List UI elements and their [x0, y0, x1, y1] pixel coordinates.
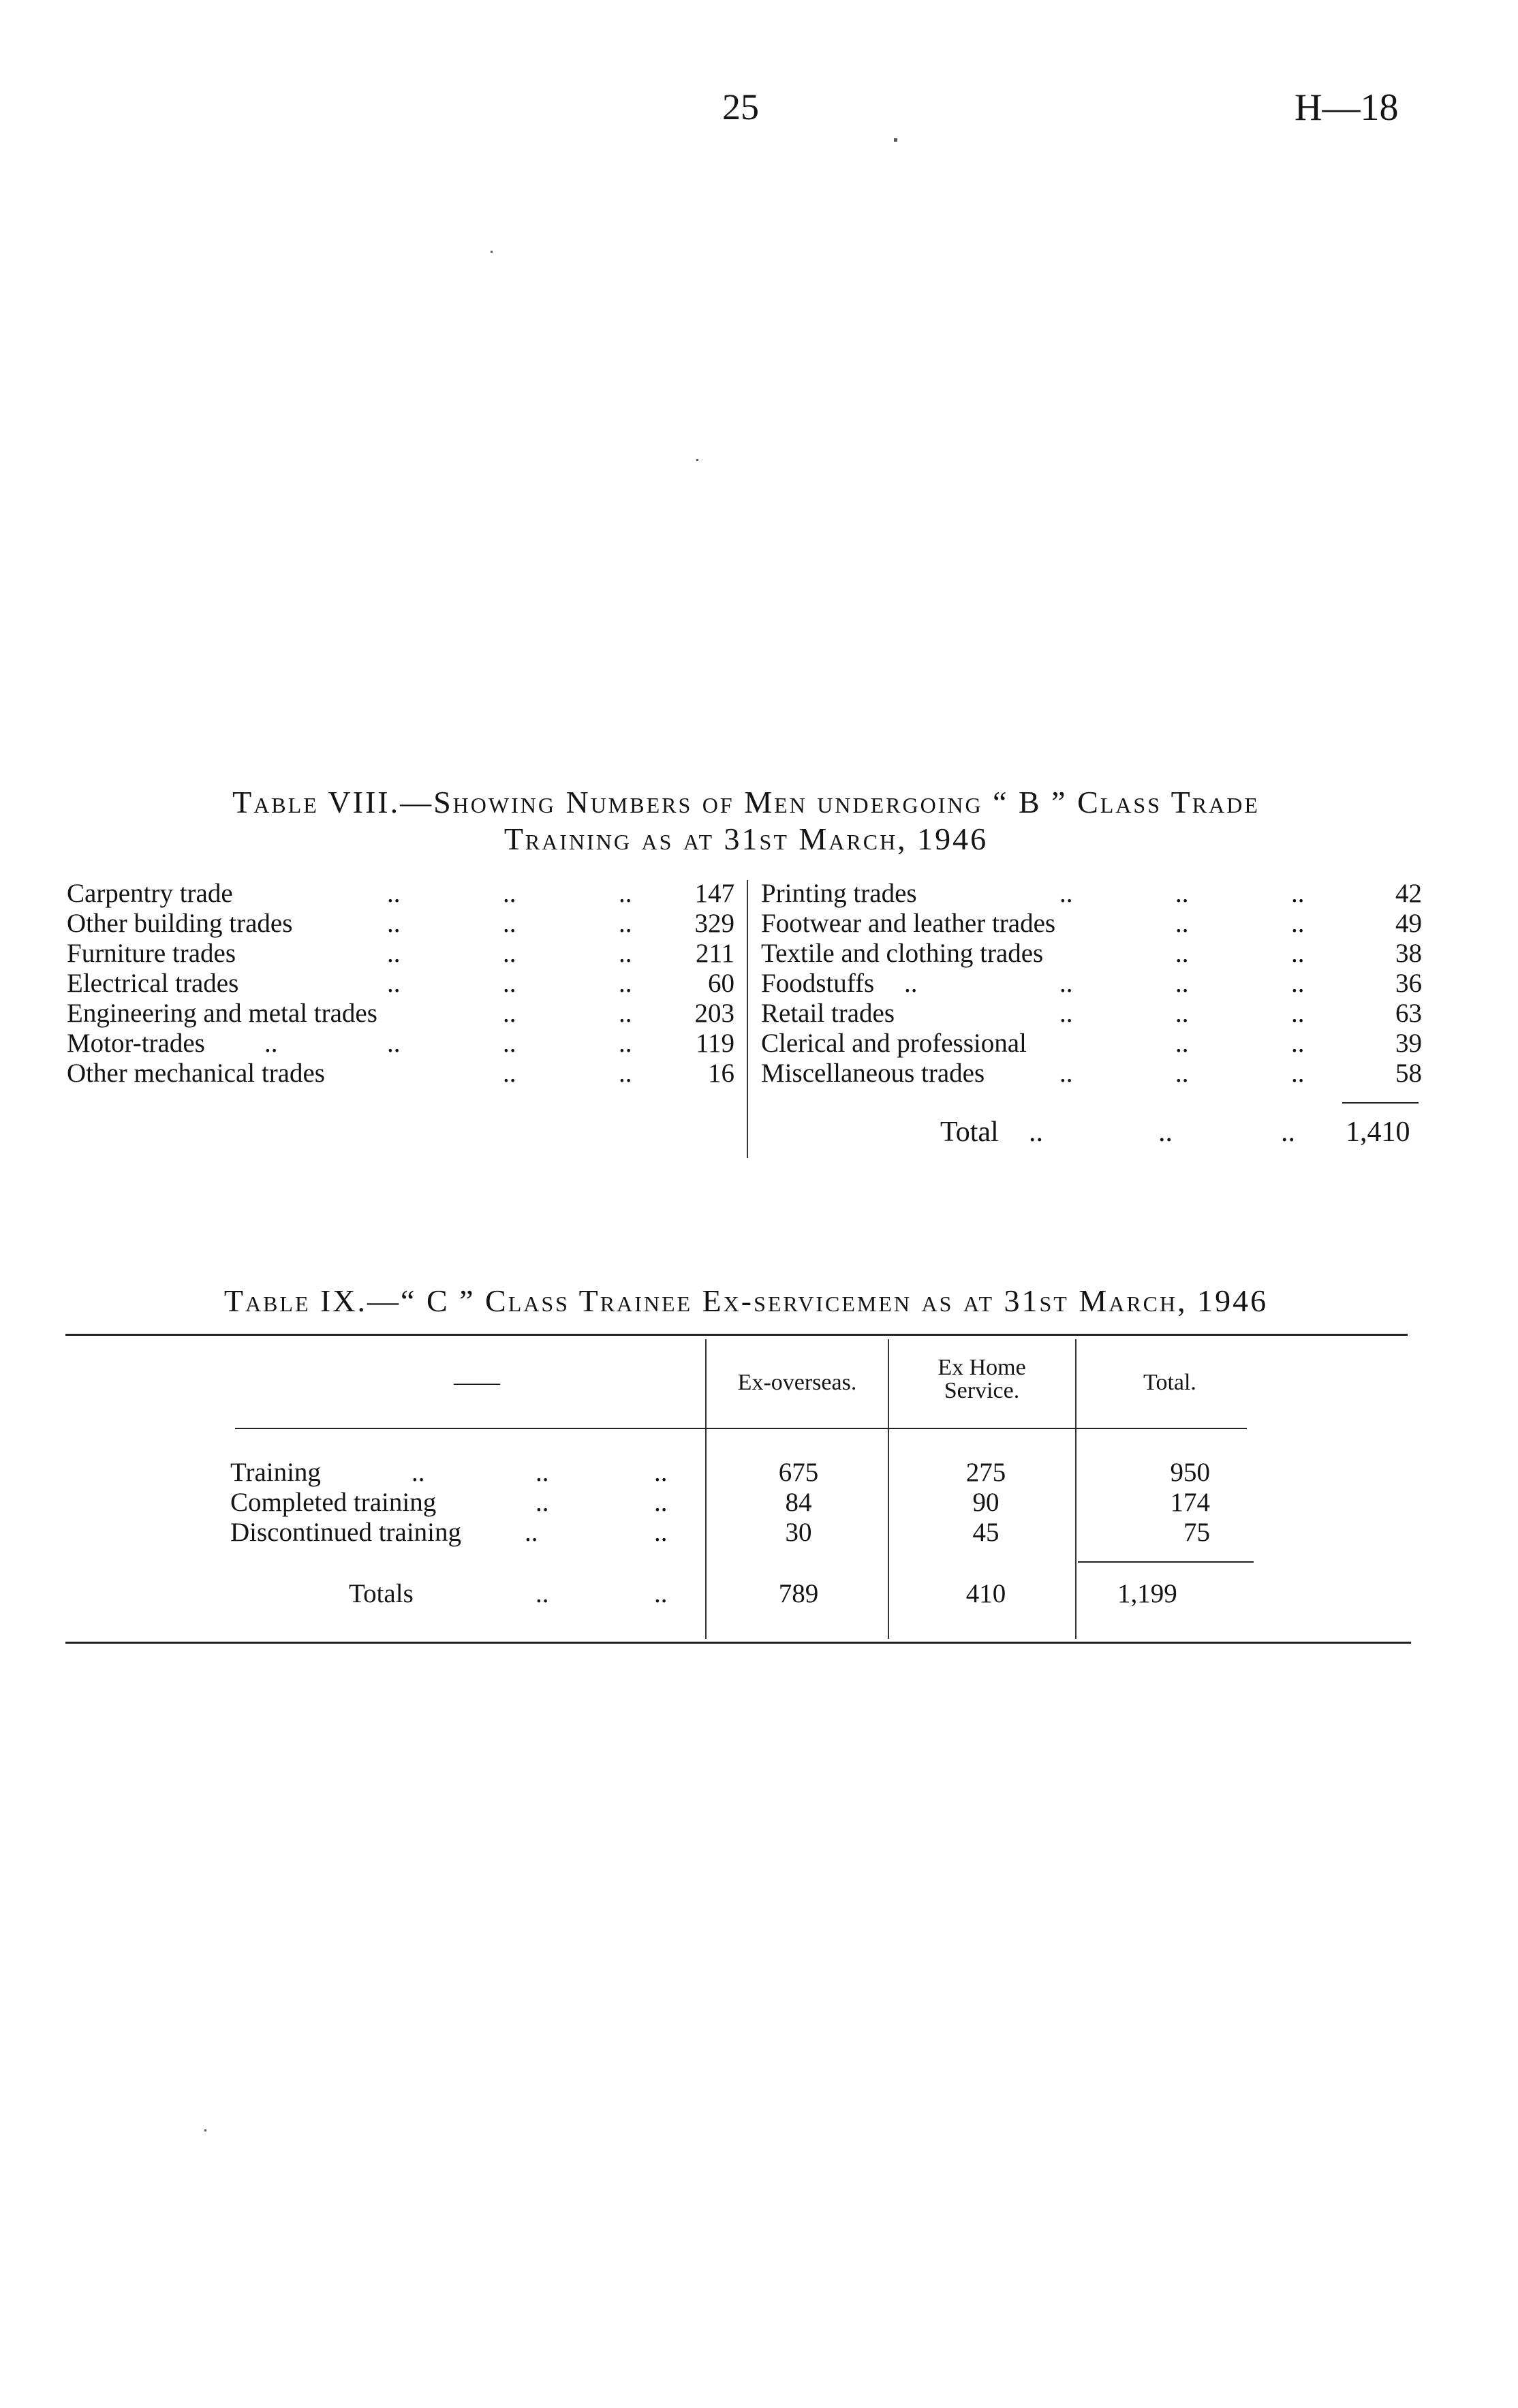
page-number: 25: [722, 87, 759, 127]
row-label: Foodstuffs: [761, 969, 875, 998]
scan-speck: [696, 459, 698, 461]
table8-column-divider: [747, 880, 748, 1158]
table9-column-rule: [1075, 1339, 1076, 1639]
table8-right-column: [761, 879, 1422, 1089]
table8-row: [761, 1029, 1422, 1059]
table8-row: [761, 1059, 1422, 1089]
table8-row: [761, 969, 1422, 999]
leader-dots: ..: [1175, 879, 1189, 908]
table8-title-text: Showing Numbers of Men undergoing “ B ” Class Trade: [433, 785, 1260, 819]
table9-cell-overseas: 30: [785, 1518, 812, 1547]
row-label: Retail trades: [761, 999, 895, 1028]
leader-dots: ..: [536, 1488, 549, 1517]
leader-dots: ..: [412, 1458, 425, 1487]
leader-dots: ..: [1291, 1059, 1305, 1088]
leader-dots: ..: [1059, 969, 1073, 998]
row-value: 211: [695, 939, 734, 968]
table9-header-overseas: Ex-overseas.: [737, 1370, 857, 1395]
row-value: 147: [694, 879, 734, 908]
leader-dots: ..: [536, 1458, 549, 1487]
table9-cell-overseas: 675: [778, 1458, 819, 1487]
leader-dots: ..: [654, 1488, 668, 1517]
table9-bottom-rule: [65, 1642, 1411, 1644]
leader-dots: ..: [1175, 1029, 1189, 1058]
leader-dots: ..: [619, 909, 632, 938]
row-value: 42: [1395, 879, 1422, 908]
row-label: Other mechanical trades: [67, 1059, 325, 1088]
row-value: 203: [694, 999, 734, 1028]
row-label: Textile and clothing trades: [761, 939, 1044, 968]
leader-dots: ..: [1291, 969, 1305, 998]
table9-header-home-line2: Service.: [944, 1378, 1020, 1403]
row-value: 329: [694, 909, 734, 938]
leader-dots: ..: [654, 1579, 668, 1608]
leader-dots: ..: [503, 909, 516, 938]
table8-total-value: 1,410: [1346, 1116, 1410, 1148]
leader-dots: ..: [525, 1518, 538, 1547]
row-label: Printing trades: [761, 879, 917, 908]
table9-totals-home: 410: [965, 1579, 1006, 1608]
leader-dots: ..: [619, 879, 632, 908]
leader-dots: ..: [503, 939, 516, 968]
row-label: Miscellaneous trades: [761, 1059, 985, 1088]
leader-dots: ..: [387, 939, 401, 968]
leader-dots: ..: [654, 1458, 668, 1487]
table9-header-total: Total.: [1143, 1370, 1196, 1395]
leader-dots: ..: [619, 999, 632, 1028]
leader-dots: ..: [1029, 1116, 1043, 1148]
scan-speck: [491, 251, 493, 253]
leader-dots: ..: [619, 939, 632, 968]
table9-column-rule: [705, 1339, 707, 1639]
table8-total-rule: [1342, 1102, 1419, 1104]
leader-dots: ..: [1281, 1116, 1295, 1148]
row-label: Carpentry trade: [67, 879, 233, 908]
leader-dots: ..: [619, 1029, 632, 1058]
scan-speck: [204, 2129, 206, 2131]
leader-dots: ..: [503, 969, 516, 998]
leader-dots: ..: [1291, 999, 1305, 1028]
leader-dots: ..: [1059, 999, 1073, 1028]
leader-dots: ..: [1158, 1116, 1173, 1148]
leader-dots: ..: [619, 1059, 632, 1088]
row-label: Other building trades: [67, 909, 293, 938]
table8-row: [761, 999, 1422, 1029]
table9-cell-home: 90: [972, 1488, 1000, 1517]
scan-speck: [894, 138, 897, 142]
row-label: Footwear and leather trades: [761, 909, 1056, 938]
leader-dots: ..: [904, 969, 918, 998]
leader-dots: ..: [1059, 1059, 1073, 1088]
leader-dots: ..: [387, 969, 401, 998]
table8-row: [761, 879, 1422, 909]
leader-dots: ..: [503, 1059, 516, 1088]
table8-title-prefix: Table VIII.—: [232, 785, 434, 819]
row-value: 58: [1395, 1059, 1422, 1088]
table8-row: [67, 999, 734, 1029]
table9-row-label: Training: [230, 1458, 321, 1487]
table8-row: [761, 909, 1422, 939]
leader-dots: ..: [1059, 879, 1073, 908]
leader-dots: ..: [1291, 909, 1305, 938]
leader-dots: ..: [387, 1029, 401, 1058]
table9-totals-total: 1,199: [1117, 1579, 1177, 1608]
row-value: 38: [1395, 939, 1422, 968]
table9-row-label: Discontinued training: [230, 1518, 462, 1547]
row-label: Motor-trades: [67, 1029, 205, 1058]
row-value: 119: [695, 1029, 734, 1058]
table8-row: [67, 879, 734, 909]
leader-dots: ..: [387, 879, 401, 908]
table9-row-label: Completed training: [230, 1488, 437, 1517]
table9-totals-overseas: 789: [778, 1579, 819, 1608]
leader-dots: ..: [1175, 969, 1189, 998]
leader-dots: ..: [1175, 1059, 1189, 1088]
table9-cell-total: 75: [1183, 1518, 1210, 1547]
leader-dots: ..: [1291, 879, 1305, 908]
table8-total-label: Total: [940, 1116, 999, 1148]
row-value: 49: [1395, 909, 1422, 938]
table8-row: [67, 1029, 734, 1059]
row-label: Furniture trades: [67, 939, 236, 968]
leader-dots: ..: [1175, 939, 1189, 968]
table9-cell-overseas: 84: [785, 1488, 812, 1517]
document-reference: H—18: [1295, 87, 1399, 129]
leader-dots: ..: [619, 969, 632, 998]
table9-cell-home: 45: [972, 1518, 1000, 1547]
row-label: Engineering and metal trades: [67, 999, 377, 1028]
leader-dots: ..: [1291, 1029, 1305, 1058]
table8-row: [67, 909, 734, 939]
table9-header-blank: ——: [454, 1370, 500, 1395]
table9-top-rule: [65, 1334, 1408, 1336]
leader-dots: ..: [264, 1029, 278, 1058]
table9-title: Table IX.—“ C ” Class Trainee Ex-servicemen as at 31st March, 1946: [223, 1283, 1269, 1318]
table9-cell-home: 275: [965, 1458, 1006, 1487]
row-label: Clerical and professional: [761, 1029, 1027, 1058]
leader-dots: ..: [503, 879, 516, 908]
table9-header-home-line1: Ex Home: [938, 1355, 1026, 1380]
table8-row: [67, 1059, 734, 1089]
leader-dots: ..: [536, 1579, 549, 1608]
row-value: 36: [1395, 969, 1422, 998]
table8-row: [761, 939, 1422, 969]
leader-dots: ..: [503, 1029, 516, 1058]
table9-header-rule: [235, 1428, 1247, 1429]
row-value: 39: [1395, 1029, 1422, 1058]
table9-totals-label: Totals: [349, 1579, 414, 1608]
table8-row: [67, 939, 734, 969]
row-value: 60: [708, 969, 734, 998]
row-value: 16: [708, 1059, 734, 1088]
table9-cell-total: 174: [1170, 1488, 1210, 1517]
table9-column-rule: [888, 1339, 889, 1639]
leader-dots: ..: [1175, 909, 1189, 938]
row-value: 63: [1395, 999, 1422, 1028]
table9-cell-total: 950: [1170, 1458, 1210, 1487]
leader-dots: ..: [1175, 999, 1189, 1028]
leader-dots: ..: [654, 1518, 668, 1547]
table8-title-line2: Training as at 31st March, 1946: [504, 822, 989, 856]
table8-left-column: [67, 879, 734, 1089]
leader-dots: ..: [503, 999, 516, 1028]
row-label: Electrical trades: [67, 969, 239, 998]
table8-title-line1: [55, 783, 1438, 822]
table8-row: [67, 969, 734, 999]
leader-dots: ..: [1291, 939, 1305, 968]
table9-sum-rule: [1078, 1561, 1254, 1563]
leader-dots: ..: [387, 909, 401, 938]
